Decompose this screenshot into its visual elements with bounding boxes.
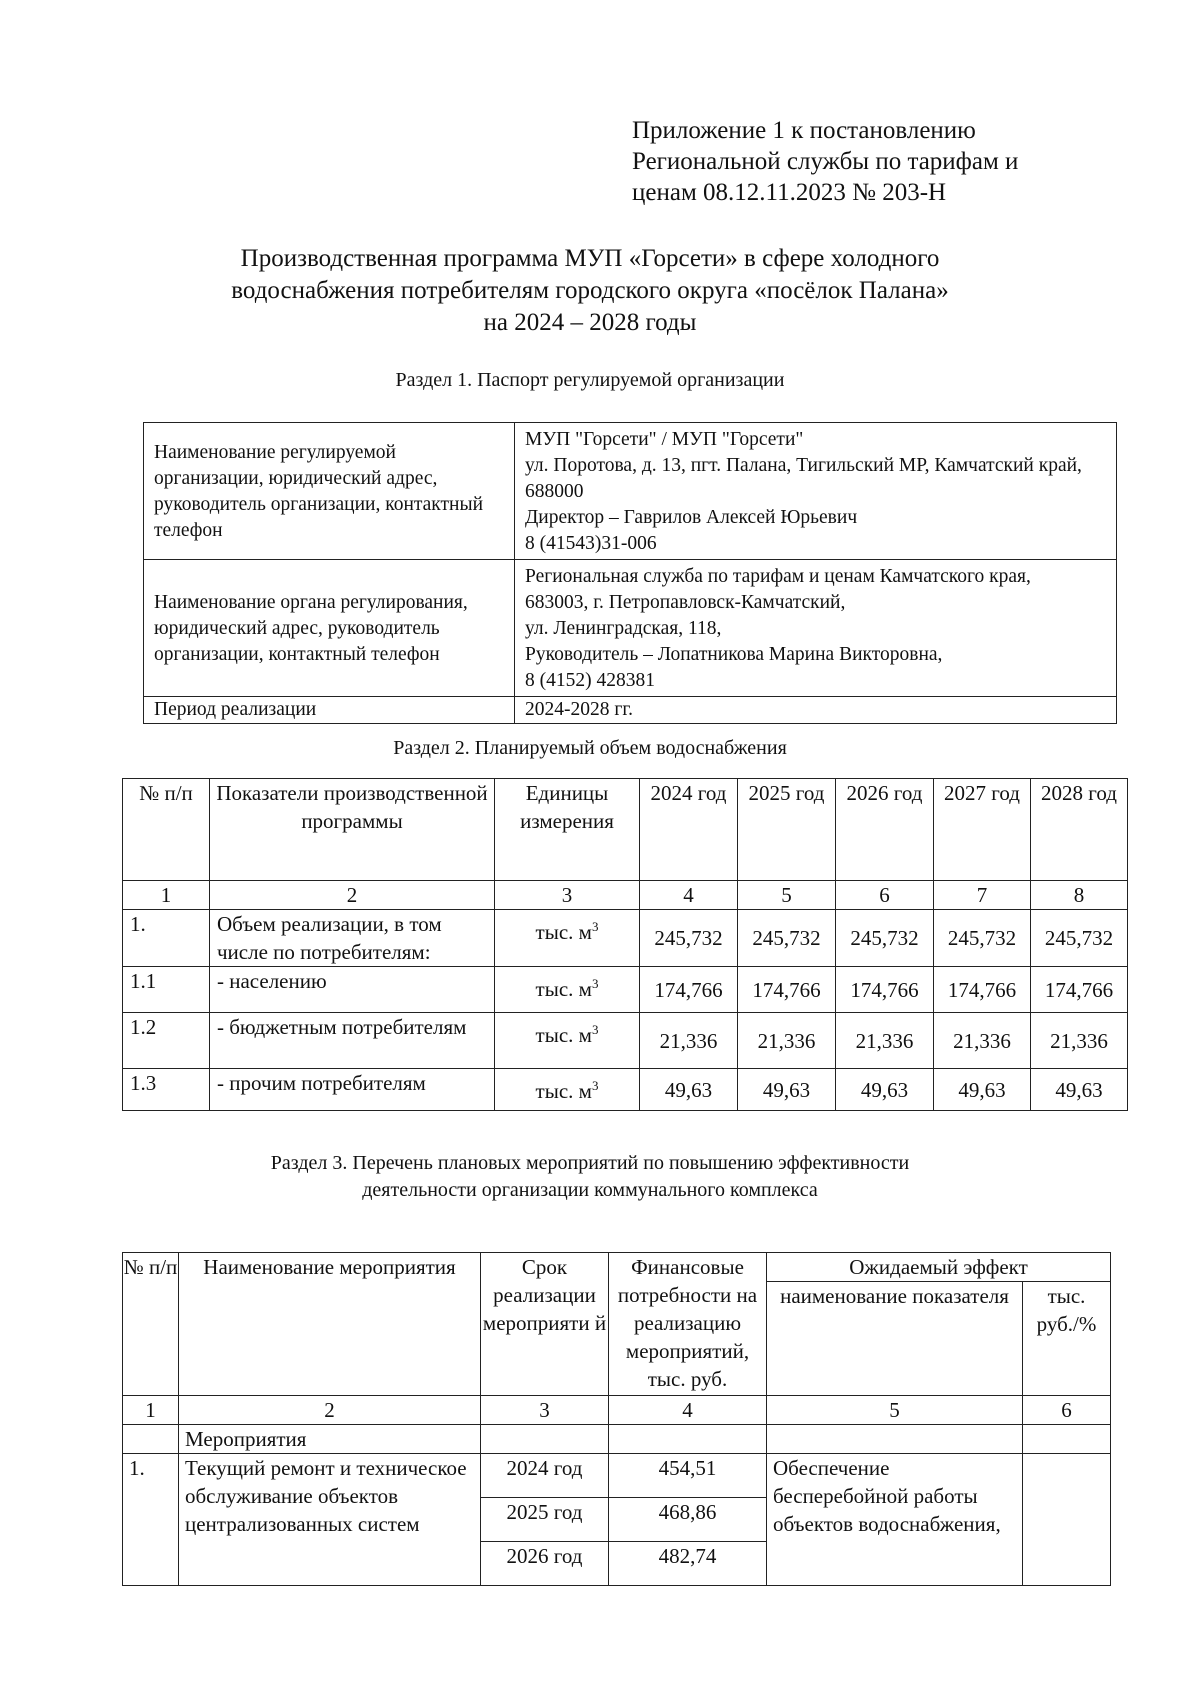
measures-table — [122, 1252, 1111, 1586]
row-num: 1.2 — [123, 1013, 210, 1069]
row-indicator: - прочим потребителям — [210, 1069, 495, 1111]
unit-exponent: 3 — [591, 976, 599, 991]
passport-label: Наименование регулируемой организации, юридический адрес, руководитель организации, контактный телефон — [144, 423, 515, 560]
title-line-2: водоснабжения потребителям городского округа «посёлок Палана» — [231, 277, 949, 304]
header-effect-name: наименование показателя — [767, 1282, 1023, 1396]
empty-cell — [1023, 1425, 1111, 1454]
section-3-title — [130, 1150, 1050, 1204]
document-title — [130, 243, 1050, 339]
item-year: 2025 год — [481, 1498, 609, 1542]
header-finance: Финансовые потребности на реализацию мероприятий, тыс. руб. — [609, 1253, 767, 1396]
table-row — [123, 1425, 1111, 1454]
passport-label: Период реализации — [144, 697, 515, 724]
appendix-line-1: Приложение 1 к постановлению — [632, 117, 976, 144]
header-num: № п/п — [123, 1253, 179, 1396]
row-value: 49,63 — [640, 1069, 738, 1111]
item-year: 2024 год — [481, 1454, 609, 1498]
header-name: Наименование мероприятия — [179, 1253, 481, 1396]
header-effect-value: тыс. руб./% — [1023, 1282, 1111, 1396]
row-indicator: - бюджетным потребителям — [210, 1013, 495, 1069]
table-header-row — [123, 1253, 1111, 1282]
table-row — [123, 1013, 1128, 1069]
section-3-title-line-2: деятельности организации коммунального комплекса — [362, 1179, 818, 1201]
row-value: 245,732 — [934, 910, 1031, 967]
passport-value — [515, 697, 1117, 724]
row-value: 174,766 — [738, 967, 836, 1013]
unit-exponent: 3 — [591, 1022, 599, 1037]
column-number-row — [123, 1396, 1111, 1425]
table-row — [144, 423, 1117, 560]
column-number: 8 — [1031, 881, 1128, 910]
passport-label: Наименование органа регулирования, юридический адрес, руководитель организации, контактный телефон — [144, 560, 515, 697]
column-number: 1 — [123, 881, 210, 910]
row-value: 21,336 — [738, 1013, 836, 1069]
header-term: Срок реализации мероприяти й — [481, 1253, 609, 1396]
passport-value-line: 2024-2028 гг. — [525, 699, 634, 720]
row-value: 174,766 — [640, 967, 738, 1013]
row-num: 1. — [123, 910, 210, 967]
column-number: 5 — [738, 881, 836, 910]
column-number: 2 — [210, 881, 495, 910]
table-row — [144, 697, 1117, 724]
empty-cell — [767, 1425, 1023, 1454]
empty-cell — [481, 1425, 609, 1454]
passport-table — [143, 422, 1117, 724]
column-number: 3 — [495, 881, 640, 910]
title-line-3: на 2024 – 2028 годы — [483, 309, 697, 336]
item-amount: 468,86 — [609, 1498, 767, 1542]
table-header-row — [123, 779, 1128, 881]
passport-value-line: ул. Ленинградская, 118, — [525, 618, 722, 639]
passport-value-line: 8 (4152) 428381 — [525, 670, 655, 691]
unit-base: тыс. м — [535, 1023, 592, 1047]
column-number: 7 — [934, 881, 1031, 910]
row-value: 174,766 — [1031, 967, 1128, 1013]
empty-cell — [609, 1425, 767, 1454]
appendix-header — [632, 115, 1152, 208]
column-number: 4 — [640, 881, 738, 910]
row-value: 21,336 — [640, 1013, 738, 1069]
header-unit: Единицы измерения — [495, 779, 640, 881]
item-year: 2026 год — [481, 1542, 609, 1586]
passport-value-line: Региональная служба по тарифам и ценам Камчатского края, — [525, 566, 1031, 587]
title-line-1: Производственная программа МУП «Горсети» в сфере холодного — [240, 245, 940, 272]
section-3-title-line-1: Раздел 3. Перечень плановых мероприятий по повышению эффективности — [270, 1152, 910, 1174]
column-number: 6 — [836, 881, 934, 910]
column-number: 2 — [179, 1396, 481, 1425]
row-indicator: - населению — [210, 967, 495, 1013]
unit-base: тыс. м — [535, 977, 592, 1001]
table-row — [144, 560, 1117, 697]
section-1-title: Раздел 1. Паспорт регулируемой организации — [395, 369, 785, 391]
header-year: 2025 год — [738, 779, 836, 881]
row-value: 49,63 — [934, 1069, 1031, 1111]
column-number: 4 — [609, 1396, 767, 1425]
item-amount: 454,51 — [609, 1454, 767, 1498]
unit-base: тыс. м — [535, 1079, 592, 1103]
item-effect: Обеспечение бесперебойной работы объектов водоснабжения, — [767, 1454, 1023, 1586]
column-number-row — [123, 881, 1128, 910]
header-year: 2027 год — [934, 779, 1031, 881]
header-year: 2028 год — [1031, 779, 1128, 881]
header-year: 2026 год — [836, 779, 934, 881]
column-number: 3 — [481, 1396, 609, 1425]
row-value: 174,766 — [934, 967, 1031, 1013]
appendix-line-2: Региональной службы по тарифам и — [632, 148, 1019, 175]
row-value: 21,336 — [1031, 1013, 1128, 1069]
table-row — [123, 967, 1128, 1013]
row-unit — [495, 1013, 640, 1069]
column-number: 5 — [767, 1396, 1023, 1425]
group-label: Мероприятия — [179, 1425, 481, 1454]
row-value: 245,732 — [640, 910, 738, 967]
passport-value-line: 8 (41543)31-006 — [525, 533, 657, 554]
unit-exponent: 3 — [591, 919, 599, 934]
row-value: 21,336 — [836, 1013, 934, 1069]
table-row — [123, 1454, 1111, 1498]
column-number: 6 — [1023, 1396, 1111, 1425]
row-value: 49,63 — [1031, 1069, 1128, 1111]
volume-table — [122, 778, 1128, 1111]
row-value: 245,732 — [738, 910, 836, 967]
item-amount: 482,74 — [609, 1542, 767, 1586]
row-indicator: Объем реализации, в том числе по потребителям: — [210, 910, 495, 967]
passport-value-line: ул. Поротова, д. 13, пгт. Палана, Тигильский МР, Камчатский край, 688000 — [525, 455, 1082, 502]
passport-value-line: МУП "Горсети" / МУП "Горсети" — [525, 429, 804, 450]
passport-value — [515, 423, 1117, 560]
row-unit — [495, 1069, 640, 1111]
row-value: 49,63 — [836, 1069, 934, 1111]
table-row — [123, 1069, 1128, 1111]
row-unit — [495, 967, 640, 1013]
appendix-line-3: ценам 08.12.11.2023 № 203-Н — [632, 179, 947, 206]
row-value: 245,732 — [1031, 910, 1128, 967]
empty-cell — [123, 1425, 179, 1454]
header-num: № п/п — [123, 779, 210, 881]
header-indicator: Показатели производственной программы — [210, 779, 495, 881]
passport-value-line: Директор – Гаврилов Алексей Юрьевич — [525, 507, 858, 528]
passport-value — [515, 560, 1117, 697]
passport-value-line: Руководитель – Лопатникова Марина Викторовна, — [525, 644, 943, 665]
unit-exponent: 3 — [591, 1078, 599, 1093]
row-num: 1.3 — [123, 1069, 210, 1111]
unit-base: тыс. м — [535, 920, 592, 944]
column-number: 1 — [123, 1396, 179, 1425]
row-value: 174,766 — [836, 967, 934, 1013]
table-row — [123, 910, 1128, 967]
row-num: 1.1 — [123, 967, 210, 1013]
row-value: 21,336 — [934, 1013, 1031, 1069]
row-value: 245,732 — [836, 910, 934, 967]
header-effect: Ожидаемый эффект — [767, 1253, 1111, 1282]
row-unit — [495, 910, 640, 967]
row-value: 49,63 — [738, 1069, 836, 1111]
passport-value-line: 683003, г. Петропавловск-Камчатский, — [525, 592, 846, 613]
item-effect-value — [1023, 1454, 1111, 1586]
header-year: 2024 год — [640, 779, 738, 881]
section-2-title: Раздел 2. Планируемый объем водоснабжения — [393, 737, 787, 759]
item-name: Текущий ремонт и техническое обслуживание объектов централизованных систем — [179, 1454, 481, 1586]
item-num: 1. — [123, 1454, 179, 1586]
